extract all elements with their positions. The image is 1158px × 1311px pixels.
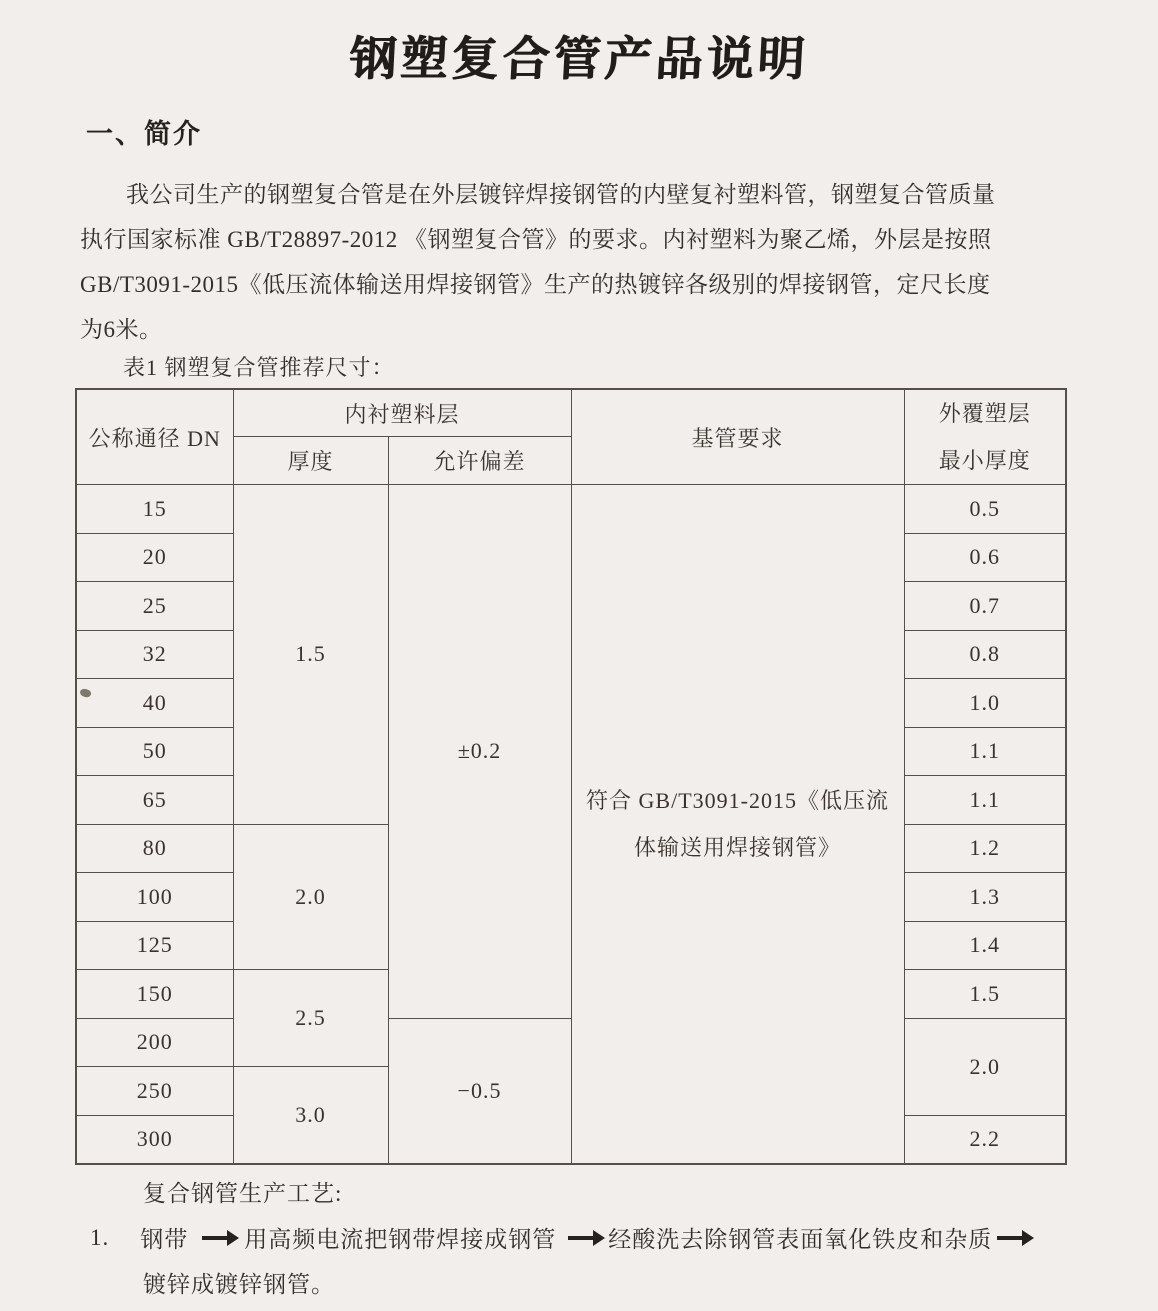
thickness-cell: 2.5 — [233, 970, 388, 1067]
thickness-cell: 3.0 — [233, 1067, 388, 1164]
outer-thickness-cell: 1.5 — [904, 970, 1066, 1019]
dn-cell: 32 — [76, 630, 233, 679]
tolerance-cell: ±0.2 — [388, 485, 571, 1019]
header-tolerance: 允许偏差 — [388, 437, 571, 485]
dn-cell: 50 — [76, 727, 233, 776]
page-title: 钢塑复合管产品说明 — [347, 32, 810, 87]
dn-cell: 25 — [76, 582, 233, 631]
dn-cell: 200 — [76, 1018, 233, 1067]
outer-thickness-cell: 1.4 — [904, 921, 1066, 970]
intro-line: GB/T3091-2015《低压流体输送用焊接钢管》生产的热镀锌各级别的焊接钢管，定尺长度 — [80, 272, 991, 297]
header-base-requirement: 基管要求 — [571, 389, 904, 485]
section-heading: 一、简介 — [86, 119, 202, 149]
header-dn: 公称通径 DN — [76, 389, 233, 485]
header-liner: 内衬塑料层 — [233, 389, 571, 437]
dn-cell: 80 — [76, 824, 233, 873]
process-step: 经酸洗去除钢管表面氧化铁皮和杂质 — [608, 1227, 993, 1252]
arrow-right-icon — [568, 1236, 594, 1240]
process-heading: 复合钢管生产工艺: — [143, 1181, 343, 1206]
dn-cell: 100 — [76, 873, 233, 922]
base-requirement-line1: 符合 GB/T3091-2015《低压流 — [586, 787, 889, 813]
base-requirement-cell — [571, 485, 904, 1164]
dn-cell: 20 — [76, 533, 233, 582]
list-item-number: 1. — [90, 1224, 110, 1250]
dn-cell: 40 — [76, 679, 233, 728]
dn-cell: 15 — [76, 485, 233, 534]
outer-thickness-cell: 2.2 — [904, 1115, 1066, 1164]
tolerance-cell: −0.5 — [388, 1018, 571, 1164]
dn-cell: 250 — [76, 1067, 233, 1116]
outer-thickness-cell: 0.6 — [904, 533, 1066, 582]
outer-thickness-cell: 0.8 — [904, 630, 1066, 679]
header-outer-thickness — [904, 389, 1066, 485]
outer-thickness-cell: 0.7 — [904, 582, 1066, 631]
outer-thickness-cell: 2.0 — [904, 1018, 1066, 1115]
dn-cell: 300 — [76, 1115, 233, 1164]
intro-line: 执行国家标准 GB/T28897-2012 《钢塑复合管》的要求。内衬塑料为聚乙烯，外层是按照 — [80, 227, 992, 252]
outer-thickness-cell: 1.1 — [904, 776, 1066, 825]
arrow-right-icon — [202, 1236, 228, 1240]
outer-thickness-cell: 1.2 — [904, 824, 1066, 873]
process-step: 钢带 — [140, 1227, 189, 1252]
process-step: 用高频电流把钢带焊接成钢管 — [244, 1227, 557, 1252]
thickness-cell: 2.0 — [233, 824, 388, 970]
outer-thickness-cell: 0.5 — [904, 485, 1066, 534]
outer-thickness-cell: 1.3 — [904, 873, 1066, 922]
header-outer-line2: 最小厚度 — [938, 448, 1031, 473]
dn-cell: 150 — [76, 970, 233, 1019]
outer-thickness-cell: 1.0 — [904, 679, 1066, 728]
intro-line: 为6米。 — [80, 317, 163, 342]
intro-line: 我公司生产的钢塑复合管是在外层镀锌焊接钢管的内壁复衬塑料管，钢塑复合管质量 — [126, 182, 996, 207]
arrow-right-icon — [997, 1236, 1023, 1240]
dn-cell: 125 — [76, 921, 233, 970]
table-caption: 表1 钢塑复合管推荐尺寸： — [123, 355, 395, 380]
header-outer-line1: 外覆塑层 — [938, 401, 1031, 426]
process-flow-line — [90, 1221, 1130, 1254]
thickness-cell: 1.5 — [233, 485, 388, 825]
header-thickness: 厚度 — [233, 437, 388, 485]
intro-paragraph — [80, 172, 1085, 352]
process-continuation: 镀锌成镀锌钢管。 — [143, 1272, 335, 1297]
recommended-sizes-table — [75, 388, 1067, 1165]
base-requirement-line2: 体输送用焊接钢管》 — [634, 834, 842, 860]
outer-thickness-cell: 1.1 — [904, 727, 1066, 776]
dn-cell: 65 — [76, 776, 233, 825]
